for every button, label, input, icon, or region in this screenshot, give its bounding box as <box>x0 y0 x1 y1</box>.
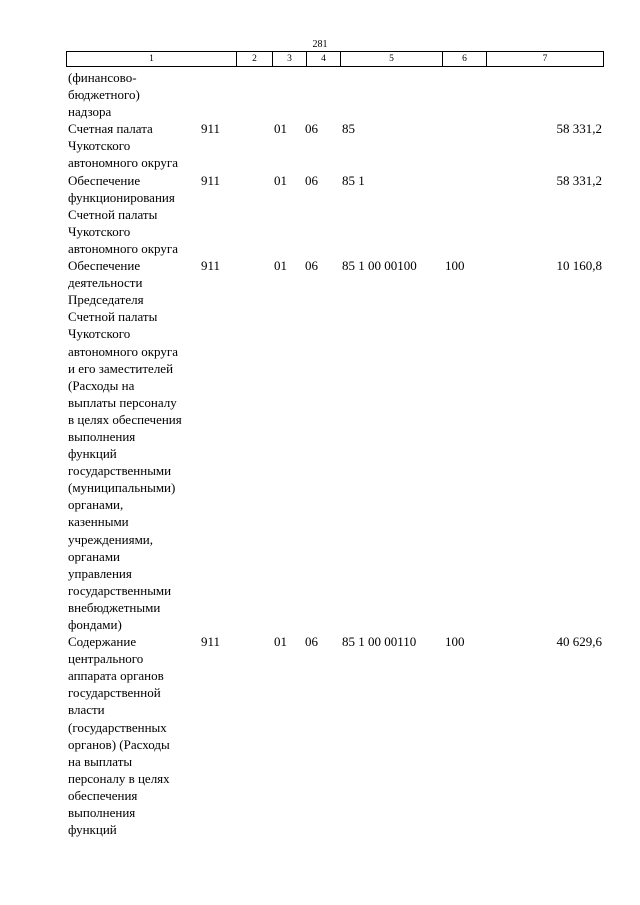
item-grbs-code: 911 <box>201 634 221 650</box>
item-name: Содержание центрального аппарата органов государственной власти (государственных органов) (Расходы на выплаты персоналу в целях обеспечения выполнения функций <box>68 634 170 838</box>
item-grbs-code: 911 <box>201 172 221 188</box>
item-subsection-code: 06 <box>305 258 318 274</box>
item-name: (финансово- бюджетного) надзора <box>68 70 140 120</box>
table-body <box>0 69 640 838</box>
column-header-7: 7 <box>542 54 548 64</box>
item-subsection-code: 06 <box>305 121 318 137</box>
column-header-6: 6 <box>443 52 487 66</box>
table-row <box>0 120 640 171</box>
item-grbs-code: 911 <box>201 258 221 274</box>
item-expense-type-code: 100 <box>445 258 465 274</box>
column-header-5: 5 <box>341 52 443 66</box>
item-section-code: 01 <box>274 634 287 650</box>
table-header-row <box>66 51 604 67</box>
item-grbs-code: 911 <box>201 121 221 137</box>
item-expense-type-code: 100 <box>445 634 465 650</box>
table-row <box>0 257 640 633</box>
item-amount: 58 331,2 <box>556 121 602 137</box>
page-number: 281 <box>312 39 328 50</box>
item-target-article-code: 85 1 00 00110 <box>342 634 417 650</box>
item-section-code: 01 <box>274 121 287 137</box>
item-name: Счетная палата Чукотского автономного округа <box>68 121 178 171</box>
item-amount: 58 331,2 <box>556 172 602 188</box>
table-row <box>0 633 640 838</box>
table-row <box>0 172 640 257</box>
item-target-article-code: 85 <box>342 121 355 137</box>
item-name: Обеспечение функционирования Счетной палаты Чукотского автономного округа <box>68 172 178 256</box>
column-header-4: 4 <box>307 52 341 66</box>
item-subsection-code: 06 <box>305 634 318 650</box>
column-header-2: 2 <box>237 52 273 66</box>
item-target-article-code: 85 1 <box>342 172 365 188</box>
item-amount: 40 629,6 <box>556 634 602 650</box>
column-header-1: 1 <box>67 52 237 66</box>
item-amount: 10 160,8 <box>556 258 602 274</box>
item-subsection-code: 06 <box>305 172 318 188</box>
column-header-3: 3 <box>273 52 307 66</box>
item-name: Обеспечение деятельности Председателя Счетной палаты Чукотского автономного округа и его заместителей (Расходы на выплаты персоналу в целях обеспечения выполнения функций государственными (муниципальными) органами, казенными учреждениями, органами управления государственными внебюджетными фондами) <box>68 258 182 632</box>
item-target-article-code: 85 1 00 00100 <box>342 258 417 274</box>
table-row <box>0 69 640 120</box>
item-section-code: 01 <box>274 172 287 188</box>
item-section-code: 01 <box>274 258 287 274</box>
